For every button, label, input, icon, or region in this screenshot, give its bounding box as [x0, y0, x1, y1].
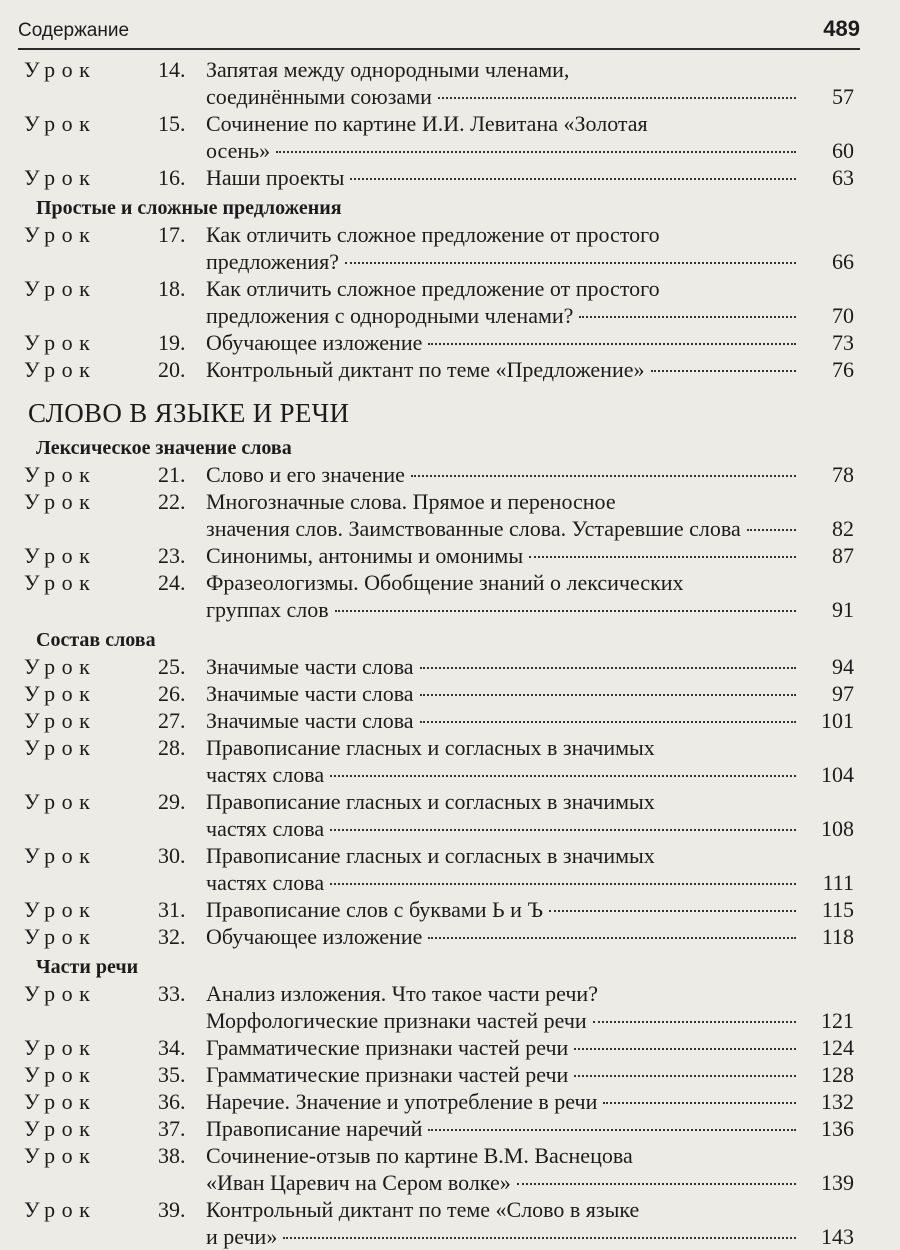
dot-leader — [593, 1021, 796, 1023]
dot-leader — [747, 529, 796, 531]
lesson-title-continued: частях слова — [206, 762, 325, 787]
lesson-page-number: 94 — [832, 654, 854, 679]
lesson-title: Сочинение-отзыв по картине В.М. Васнецова — [206, 1143, 633, 1168]
lesson-title: Значимые части слова — [206, 681, 414, 706]
lesson-number: 30. — [158, 843, 186, 868]
lesson-title-continued: частях слова — [206, 816, 325, 841]
toc-entry-first-line — [0, 980, 900, 1007]
lesson-page-number: 63 — [832, 165, 854, 190]
lesson-label: Урок — [24, 1197, 97, 1222]
toc-entry-continuation — [0, 137, 900, 164]
lesson-title: Обучающее изложение — [206, 924, 423, 949]
lesson-label: Урок — [24, 1035, 97, 1060]
toc-entry[interactable] — [0, 110, 900, 164]
lesson-title: Значимые части слова — [206, 708, 414, 733]
lesson-number: 24. — [158, 570, 186, 595]
subsection-heading: Части речи — [36, 956, 139, 978]
lesson-page-number: 108 — [821, 816, 854, 841]
lesson-title-continued: Морфологические признаки частей речи — [206, 1008, 587, 1033]
dot-leader — [330, 883, 796, 885]
dot-leader — [330, 775, 796, 777]
lesson-title: Анализ изложения. Что такое части речи? — [206, 981, 598, 1006]
lesson-page-number: 139 — [821, 1170, 854, 1195]
toc-entry[interactable] — [0, 569, 900, 623]
toc-entry-first-line — [0, 1196, 900, 1223]
lesson-number: 31. — [158, 897, 186, 922]
toc-entry-continuation — [0, 761, 900, 788]
lesson-page-number: 128 — [821, 1062, 854, 1087]
lesson-page-number: 60 — [832, 138, 854, 163]
lesson-number: 36. — [158, 1089, 186, 1114]
lesson-page-number: 136 — [821, 1116, 854, 1141]
lesson-label: Урок — [24, 57, 97, 82]
lesson-title-continued: и речи» — [206, 1224, 278, 1249]
toc-entry-first-line — [0, 488, 900, 515]
page-header — [18, 10, 860, 50]
lesson-page-number: 87 — [832, 543, 854, 568]
lesson-number: 23. — [158, 543, 186, 568]
toc-entry[interactable] — [0, 275, 900, 329]
lesson-title: Правописание наречий — [206, 1116, 423, 1141]
lesson-label: Урок — [24, 681, 97, 706]
toc-entry[interactable] — [0, 356, 900, 383]
lesson-page-number: 111 — [822, 870, 854, 895]
lesson-page-number: 78 — [832, 462, 854, 487]
lesson-label: Урок — [24, 489, 97, 514]
toc-entry-first-line — [0, 329, 900, 356]
lesson-label: Урок — [24, 654, 97, 679]
toc-entry-first-line — [0, 1142, 900, 1169]
toc-entry-first-line — [0, 56, 900, 83]
lesson-number: 16. — [158, 165, 186, 190]
toc-entry[interactable] — [0, 653, 900, 680]
dot-leader — [651, 370, 797, 372]
toc-entry[interactable] — [0, 1142, 900, 1196]
toc-entry-continuation — [0, 302, 900, 329]
lesson-number: 32. — [158, 924, 186, 949]
lesson-label: Урок — [24, 330, 97, 355]
lesson-title-continued: осень» — [206, 138, 271, 163]
toc-entry-first-line — [0, 788, 900, 815]
toc-entry-continuation — [0, 1007, 900, 1034]
lesson-title-continued: предложения? — [206, 249, 339, 274]
toc-entry[interactable] — [0, 221, 900, 275]
toc-entry-continuation — [0, 596, 900, 623]
toc-entry-first-line — [0, 842, 900, 869]
toc-entry[interactable] — [0, 1115, 900, 1142]
lesson-label: Урок — [24, 111, 97, 136]
lesson-number: 15. — [158, 111, 186, 136]
lesson-number: 18. — [158, 276, 186, 301]
dot-leader — [345, 262, 796, 264]
dot-leader — [283, 1237, 796, 1239]
toc-entry[interactable] — [0, 1088, 900, 1115]
lesson-page-number: 104 — [821, 762, 854, 787]
lesson-page-number: 97 — [832, 681, 854, 706]
toc-entry[interactable] — [0, 542, 900, 569]
dot-leader — [420, 721, 796, 723]
toc-entry-first-line — [0, 734, 900, 761]
dot-leader — [428, 937, 796, 939]
toc-entry-first-line — [0, 461, 900, 488]
toc-entry-first-line — [0, 1115, 900, 1142]
lesson-number: 25. — [158, 654, 186, 679]
lesson-title: Многозначные слова. Прямое и переносное — [206, 489, 616, 514]
toc-entry-first-line — [0, 110, 900, 137]
toc-entry-first-line — [0, 1034, 900, 1061]
toc-entry[interactable] — [0, 164, 900, 191]
dot-leader — [350, 178, 796, 180]
lesson-number: 29. — [158, 789, 186, 814]
lesson-number: 39. — [158, 1197, 186, 1222]
dot-leader — [579, 316, 796, 318]
toc-entry-first-line — [0, 707, 900, 734]
lesson-title: Грамматические признаки частей речи — [206, 1035, 569, 1060]
lesson-title: Правописание гласных и согласных в значимых — [206, 735, 655, 760]
lesson-label: Урок — [24, 924, 97, 949]
toc-entry[interactable] — [0, 680, 900, 707]
toc-entry[interactable] — [0, 1061, 900, 1088]
lesson-label: Урок — [24, 543, 97, 568]
toc-entry-first-line — [0, 569, 900, 596]
lesson-title: Правописание гласных и согласных в значимых — [206, 789, 655, 814]
lesson-number: 34. — [158, 1035, 186, 1060]
subsection-heading: Простые и сложные предложения — [36, 197, 342, 219]
lesson-label: Урок — [24, 735, 97, 760]
lesson-page-number: 115 — [821, 897, 854, 922]
lesson-number: 27. — [158, 708, 186, 733]
dot-leader — [420, 694, 796, 696]
lesson-title: Контрольный диктант по теме «Слово в языке — [206, 1197, 640, 1222]
lesson-title: Как отличить сложное предложение от простого — [206, 222, 660, 247]
section-heading: СЛОВО В ЯЗЫКЕ И РЕЧИ — [28, 398, 350, 428]
lesson-page-number: 121 — [821, 1008, 854, 1033]
toc-entry[interactable] — [0, 896, 900, 923]
toc-entry-first-line — [0, 275, 900, 302]
dot-leader — [428, 343, 796, 345]
lesson-number: 21. — [158, 462, 186, 487]
dot-leader — [517, 1183, 796, 1185]
lesson-number: 35. — [158, 1062, 186, 1087]
lesson-number: 14. — [158, 57, 186, 82]
toc-entry-first-line — [0, 221, 900, 248]
toc-entry-continuation — [0, 869, 900, 896]
toc-entry[interactable] — [0, 842, 900, 896]
lesson-label: Урок — [24, 357, 97, 382]
toc-entry-continuation — [0, 248, 900, 275]
dot-leader — [411, 475, 796, 477]
dot-leader — [420, 667, 796, 669]
lesson-number: 20. — [158, 357, 186, 382]
dot-leader — [276, 151, 796, 153]
toc-entry-first-line — [0, 1088, 900, 1115]
toc-entry[interactable] — [0, 461, 900, 488]
toc-entry-continuation — [0, 515, 900, 542]
toc-entry-continuation — [0, 83, 900, 110]
dot-leader — [428, 1129, 796, 1131]
lesson-label: Урок — [24, 276, 97, 301]
toc-entry-continuation — [0, 1169, 900, 1196]
lesson-title: Правописание слов с буквами Ь и Ъ — [206, 897, 543, 922]
toc-entry[interactable] — [0, 734, 900, 788]
lesson-page-number: 124 — [821, 1035, 854, 1060]
lesson-title: Запятая между однородными членами, — [206, 57, 570, 82]
toc-entry-continuation — [0, 1223, 900, 1250]
lesson-label: Урок — [24, 981, 97, 1006]
dot-leader — [529, 556, 796, 558]
toc-entry-continuation — [0, 815, 900, 842]
lesson-title-continued: соединёнными союзами — [206, 84, 432, 109]
lesson-title: Контрольный диктант по теме «Предложение» — [206, 357, 645, 382]
lesson-page-number: 73 — [832, 330, 854, 355]
toc-entry[interactable] — [0, 980, 900, 1034]
lesson-number: 22. — [158, 489, 186, 514]
lesson-page-number: 66 — [832, 249, 854, 274]
toc-entry-first-line — [0, 1061, 900, 1088]
lesson-label: Урок — [24, 789, 97, 814]
lesson-page-number: 57 — [832, 84, 854, 109]
lesson-title: Наши проекты — [206, 165, 345, 190]
lesson-number: 26. — [158, 681, 186, 706]
lesson-label: Урок — [24, 462, 97, 487]
table-of-contents — [0, 56, 900, 1250]
lesson-title-continued: предложения с однородными членами? — [206, 303, 574, 328]
dot-leader — [438, 97, 796, 99]
lesson-page-number: 101 — [821, 708, 854, 733]
toc-entry-first-line — [0, 356, 900, 383]
toc-entry[interactable] — [0, 707, 900, 734]
lesson-title-continued: частях слова — [206, 870, 325, 895]
toc-entry[interactable] — [0, 788, 900, 842]
lesson-page-number: 91 — [832, 597, 854, 622]
lesson-title-continued: группах слов — [206, 597, 329, 622]
toc-entry-first-line — [0, 653, 900, 680]
toc-entry[interactable] — [0, 923, 900, 950]
lesson-label: Урок — [24, 1062, 97, 1087]
lesson-label: Урок — [24, 222, 97, 247]
lesson-title-continued: значения слов. Заимствованные слова. Устаревшие слова — [206, 516, 741, 541]
lesson-number: 33. — [158, 981, 186, 1006]
dot-leader — [574, 1075, 796, 1077]
lesson-page-number: 118 — [821, 924, 854, 949]
lesson-label: Урок — [24, 843, 97, 868]
lesson-number: 37. — [158, 1116, 186, 1141]
toc-entry-first-line — [0, 164, 900, 191]
dot-leader — [549, 910, 796, 912]
subsection-heading: Лексическое значение слова — [36, 437, 292, 459]
lesson-title: Грамматические признаки частей речи — [206, 1062, 569, 1087]
toc-entry-first-line — [0, 680, 900, 707]
lesson-number: 28. — [158, 735, 186, 760]
toc-entry[interactable] — [0, 1196, 900, 1250]
lesson-title: Как отличить сложное предложение от простого — [206, 276, 660, 301]
dot-leader — [603, 1102, 796, 1104]
lesson-title: Наречие. Значение и употребление в речи — [206, 1089, 598, 1114]
lesson-number: 17. — [158, 222, 186, 247]
toc-entry[interactable] — [0, 488, 900, 542]
subsection-heading: Состав слова — [36, 629, 156, 651]
lesson-number: 38. — [158, 1143, 186, 1168]
lesson-page-number: 143 — [821, 1224, 854, 1249]
lesson-title: Слово и его значение — [206, 462, 405, 487]
lesson-title: Синонимы, антонимы и омонимы — [206, 543, 524, 568]
lesson-label: Урок — [24, 1143, 97, 1168]
toc-entry-first-line — [0, 923, 900, 950]
lesson-label: Урок — [24, 570, 97, 595]
lesson-title: Обучающее изложение — [206, 330, 423, 355]
lesson-page-number: 132 — [821, 1089, 854, 1114]
toc-entry-first-line — [0, 542, 900, 569]
lesson-title-continued: «Иван Царевич на Сером волке» — [206, 1170, 511, 1195]
lesson-label: Урок — [24, 1116, 97, 1141]
lesson-label: Урок — [24, 1089, 97, 1114]
running-title: Содержание — [18, 20, 130, 41]
lesson-number: 19. — [158, 330, 186, 355]
dot-leader — [330, 829, 796, 831]
lesson-page-number: 70 — [832, 303, 854, 328]
lesson-page-number: 82 — [832, 516, 854, 541]
page-number: 489 — [823, 16, 860, 41]
lesson-title: Фразеологизмы. Обобщение знаний о лексических — [206, 570, 684, 595]
toc-entry-first-line — [0, 896, 900, 923]
lesson-title: Правописание гласных и согласных в значимых — [206, 843, 655, 868]
toc-entry[interactable] — [0, 56, 900, 110]
toc-entry[interactable] — [0, 329, 900, 356]
toc-entry[interactable] — [0, 1034, 900, 1061]
lesson-title: Значимые части слова — [206, 654, 414, 679]
lesson-label: Урок — [24, 897, 97, 922]
lesson-title: Сочинение по картине И.И. Левитана «Золотая — [206, 111, 648, 136]
lesson-label: Урок — [24, 165, 97, 190]
dot-leader — [335, 610, 796, 612]
lesson-label: Урок — [24, 708, 97, 733]
dot-leader — [574, 1048, 796, 1050]
lesson-page-number: 76 — [832, 357, 854, 382]
